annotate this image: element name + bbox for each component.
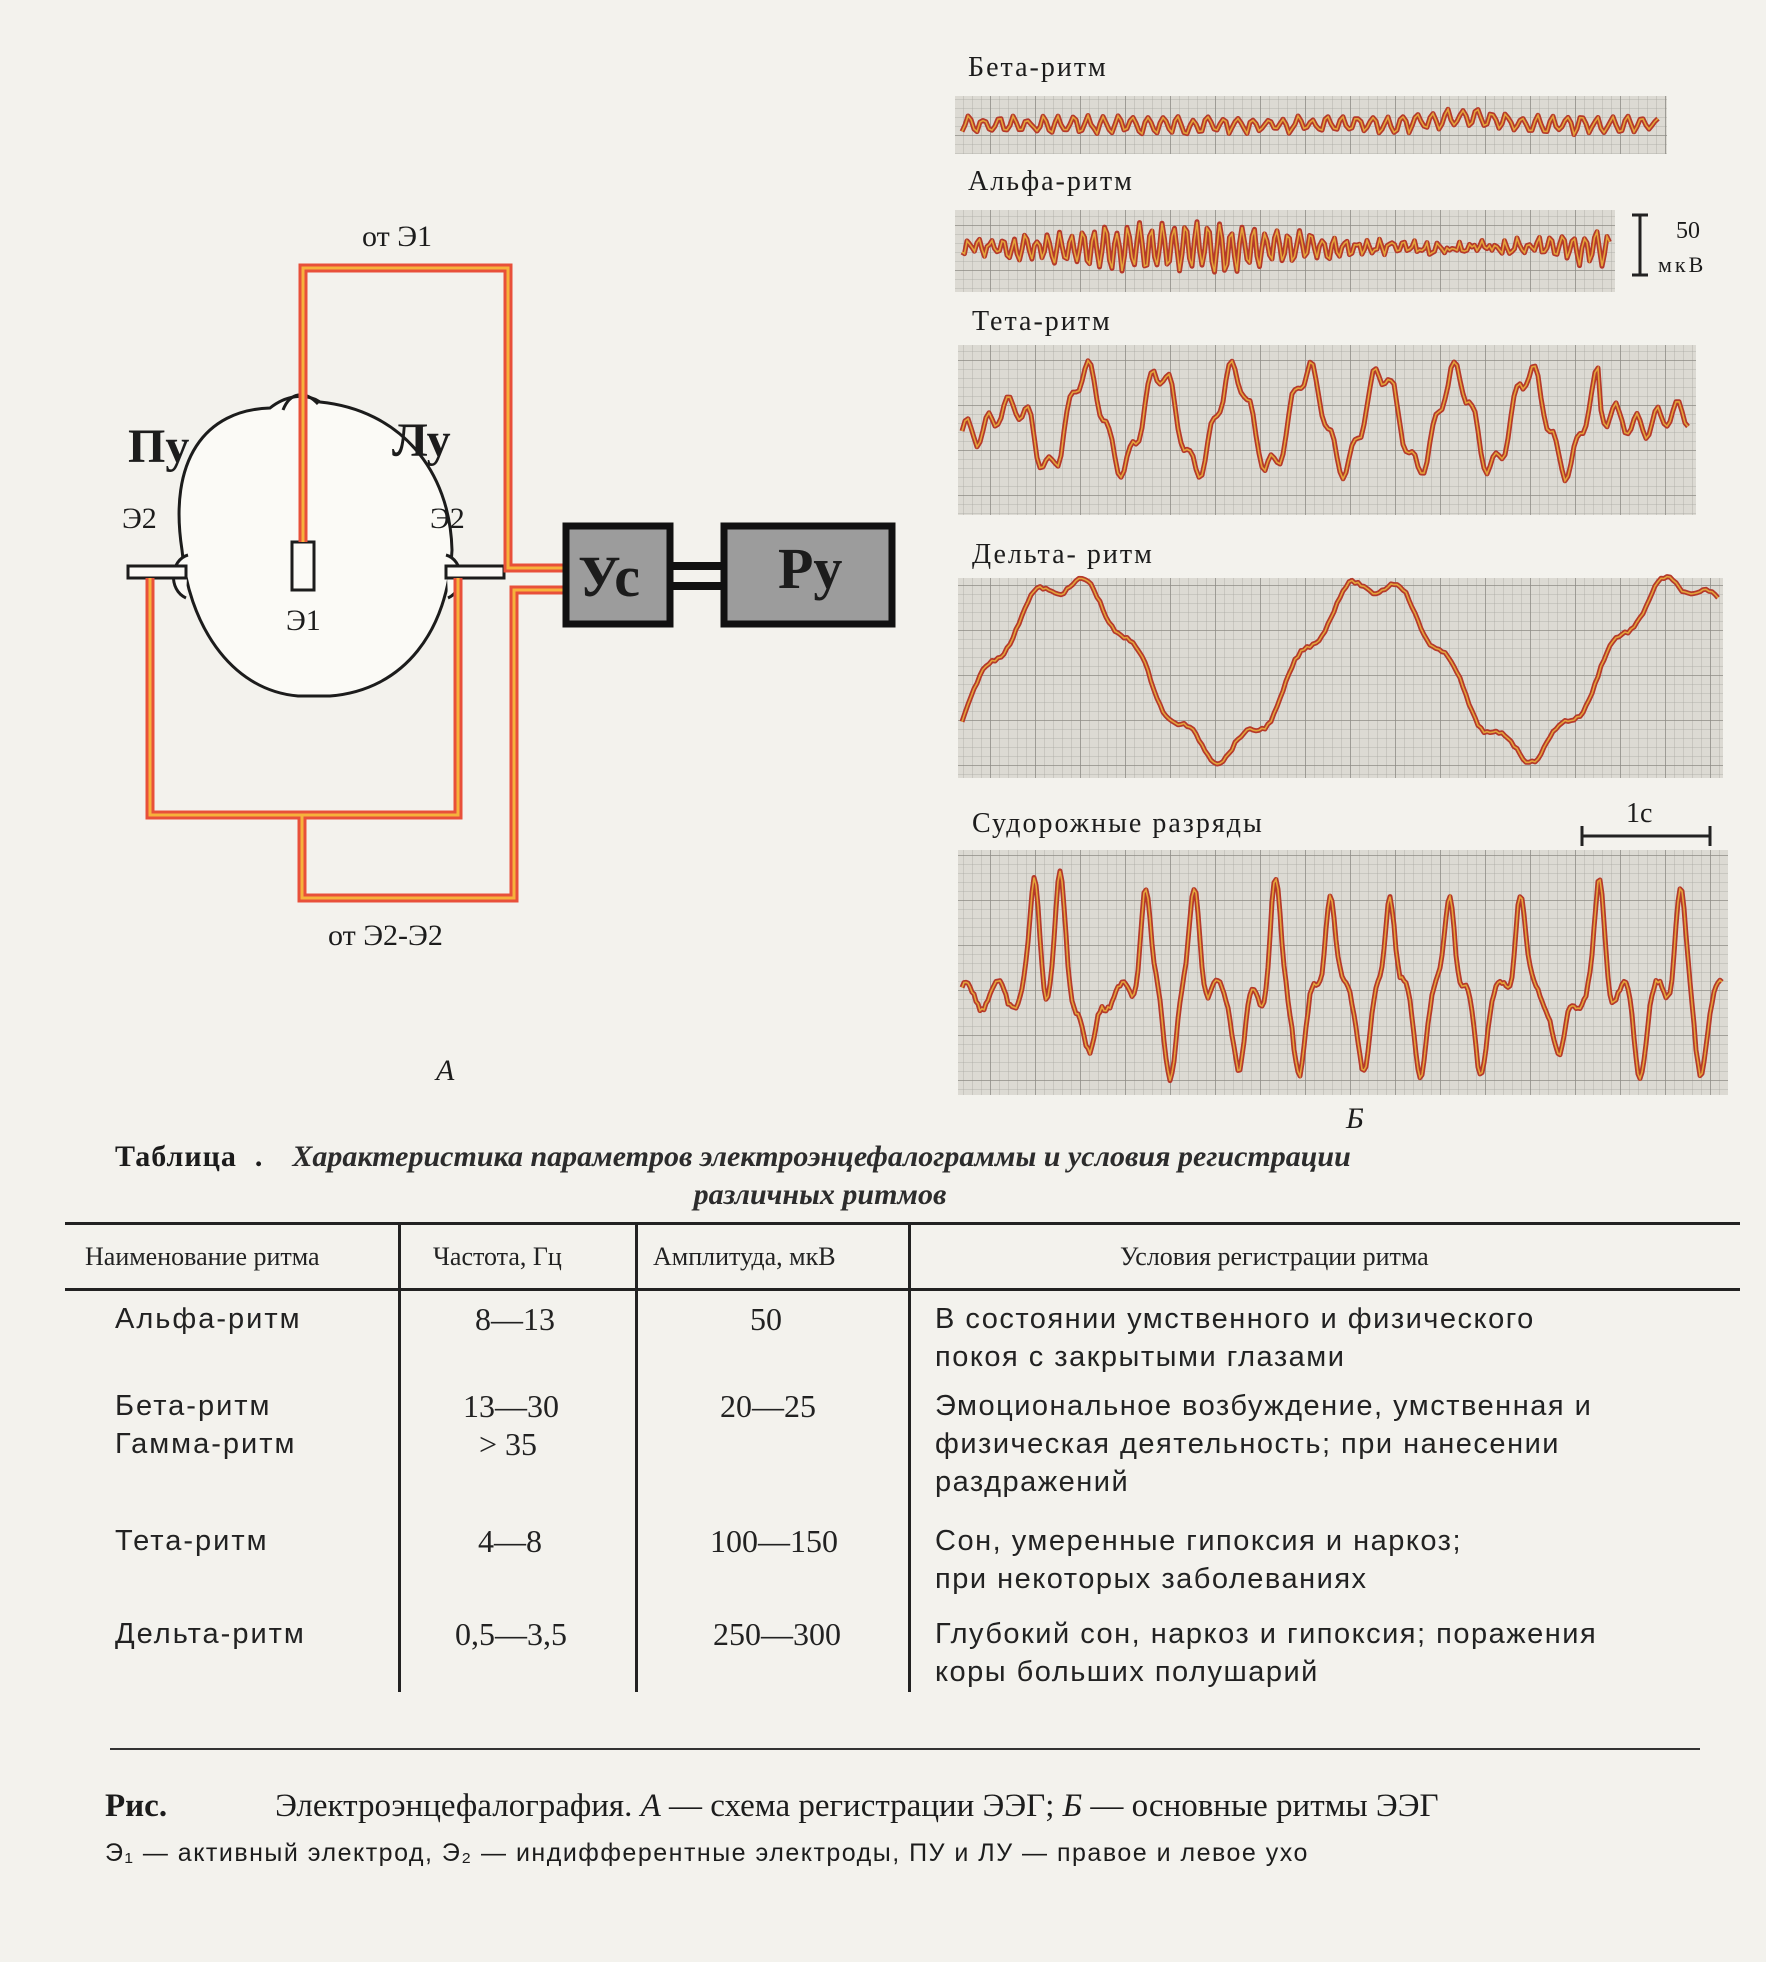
table-row-theta-freq: 4—8 <box>478 1523 542 1559</box>
table-top-rule <box>65 1222 1740 1225</box>
caption-letter-b: Б <box>1062 1788 1083 1824</box>
table-header-rule <box>65 1288 1740 1291</box>
cond-line: при некоторых заболеваниях <box>935 1563 1368 1595</box>
electrode-e2-left-ear <box>446 566 504 578</box>
label-e2-left: Э2 <box>430 502 465 535</box>
amplitude-scale-bar <box>1632 215 1648 275</box>
label-right-ear: Пу <box>128 420 190 473</box>
cond-line: раздражений <box>935 1466 1130 1498</box>
header-conditions: Условия регистрации ритма <box>1120 1242 1429 1271</box>
label-e2-right: Э2 <box>122 502 157 535</box>
figure-caption <box>105 1788 1745 1868</box>
freq-line: 13—30 <box>463 1388 559 1424</box>
table-label: Таблица <box>115 1140 237 1173</box>
table-row-beta-freq <box>463 1387 559 1463</box>
column-divider <box>908 1222 911 1692</box>
cond-line: Эмоциональное возбуждение, умственная и <box>935 1390 1593 1422</box>
trace-label: Бета-ритм <box>968 52 1108 83</box>
recording-schematic <box>122 220 892 1087</box>
column-divider <box>398 1222 401 1692</box>
rhythms-panel <box>955 52 1728 1135</box>
caption-part2: — схема регистрации ЭЭГ; <box>669 1788 1055 1824</box>
header-amplitude: Амплитуда, мкВ <box>653 1242 836 1271</box>
figure-label: Рис. <box>105 1788 168 1824</box>
table-row-beta-name <box>115 1387 296 1463</box>
header-frequency: Частота, Гц <box>433 1242 562 1271</box>
table-row-theta-name: Тета-ритм <box>115 1525 269 1557</box>
trace-label: Судорожные разряды <box>972 808 1264 839</box>
cond-line: В состоянии умственного и физического <box>935 1303 1535 1335</box>
cond-line: физическая деятельность; при нанесении <box>935 1428 1560 1460</box>
label-from-e2e2: от Э2-Э2 <box>328 919 443 952</box>
panel-letter-a: А <box>436 1054 455 1087</box>
freq-line: > 35 <box>479 1426 538 1462</box>
table-row-theta-amp: 100—150 <box>710 1523 838 1559</box>
recorder-label: Ру <box>778 536 843 601</box>
label-e1: Э1 <box>286 604 321 637</box>
table-row-alpha-amp: 50 <box>750 1301 782 1337</box>
table-row-alpha-name: Альфа-ритм <box>115 1303 302 1335</box>
trace-delta <box>958 539 1723 778</box>
table-row-theta-cond <box>935 1522 1462 1598</box>
cond-line: Глубокий сон, наркоз и гипоксия; поражения <box>935 1618 1598 1650</box>
electrode-e2-right-ear <box>128 566 186 578</box>
trace-beta <box>955 52 1667 154</box>
label-left-ear: Лу <box>392 414 451 467</box>
bottom-rule <box>110 1748 1700 1750</box>
trace-seizure <box>958 798 1728 1095</box>
rhythm-name-line: Гамма-ритм <box>115 1428 297 1460</box>
amplitude-scale-value: 50 <box>1676 218 1700 244</box>
table-row-delta-name: Дельта-ритм <box>115 1618 306 1650</box>
grid-coarse <box>958 578 1723 778</box>
time-scale-label: 1с <box>1626 798 1653 829</box>
caption-letter-a: А <box>640 1788 661 1824</box>
amplitude-scale-unit: мкВ <box>1658 252 1707 277</box>
panel-letter-b: Б <box>1346 1102 1364 1135</box>
table-row-delta-cond <box>935 1615 1597 1691</box>
amplifier-recorder-link <box>670 566 724 586</box>
table-row-alpha-freq: 8—13 <box>475 1301 555 1337</box>
table-caption-line2: различных ритмов <box>693 1178 947 1211</box>
table-row-alpha-cond <box>935 1300 1535 1376</box>
table-row-beta-amp: 20—25 <box>720 1388 816 1424</box>
trace-alpha <box>955 166 1706 292</box>
header-rhythm-name: Наименование ритма <box>85 1242 320 1271</box>
caption-part3: — основные ритмы ЭЭГ <box>1090 1788 1439 1824</box>
trace-theta <box>958 306 1696 515</box>
figure-caption-line2: Э₁ — активный электрод, Э₂ — индифферентные электроды, ПУ и ЛУ — правое и левое ухо <box>105 1839 1309 1867</box>
cond-line: коры больших полушарий <box>935 1656 1319 1688</box>
figure-caption-line1 <box>105 1788 1745 1825</box>
table-row-delta-freq: 0,5—3,5 <box>455 1616 567 1652</box>
trace-label: Дельта- ритм <box>972 539 1154 570</box>
trace-label: Тета-ритм <box>972 306 1112 337</box>
table-row-beta-cond <box>935 1387 1592 1501</box>
caption-part1: Электроэнцефалография. <box>275 1788 633 1824</box>
column-divider <box>635 1222 638 1692</box>
label-from-e1: от Э1 <box>362 220 433 253</box>
cond-line: Сон, умеренные гипоксия и наркоз; <box>935 1525 1463 1557</box>
table-row-delta-amp: 250—300 <box>713 1616 841 1652</box>
trace-label: Альфа-ритм <box>968 166 1134 197</box>
rhythm-name-line: Бета-ритм <box>115 1390 272 1422</box>
cond-line: покоя с закрытыми глазами <box>935 1341 1346 1373</box>
table-dot: . <box>254 1140 263 1173</box>
table-caption-line1: Характеристика параметров электроэнцефалограммы и условия регистрации <box>292 1140 1351 1173</box>
time-scale-bar <box>1582 826 1710 846</box>
electrode-e1-active <box>292 542 314 590</box>
table-caption <box>115 1140 1675 1212</box>
amplifier-label: Ус <box>578 544 641 609</box>
